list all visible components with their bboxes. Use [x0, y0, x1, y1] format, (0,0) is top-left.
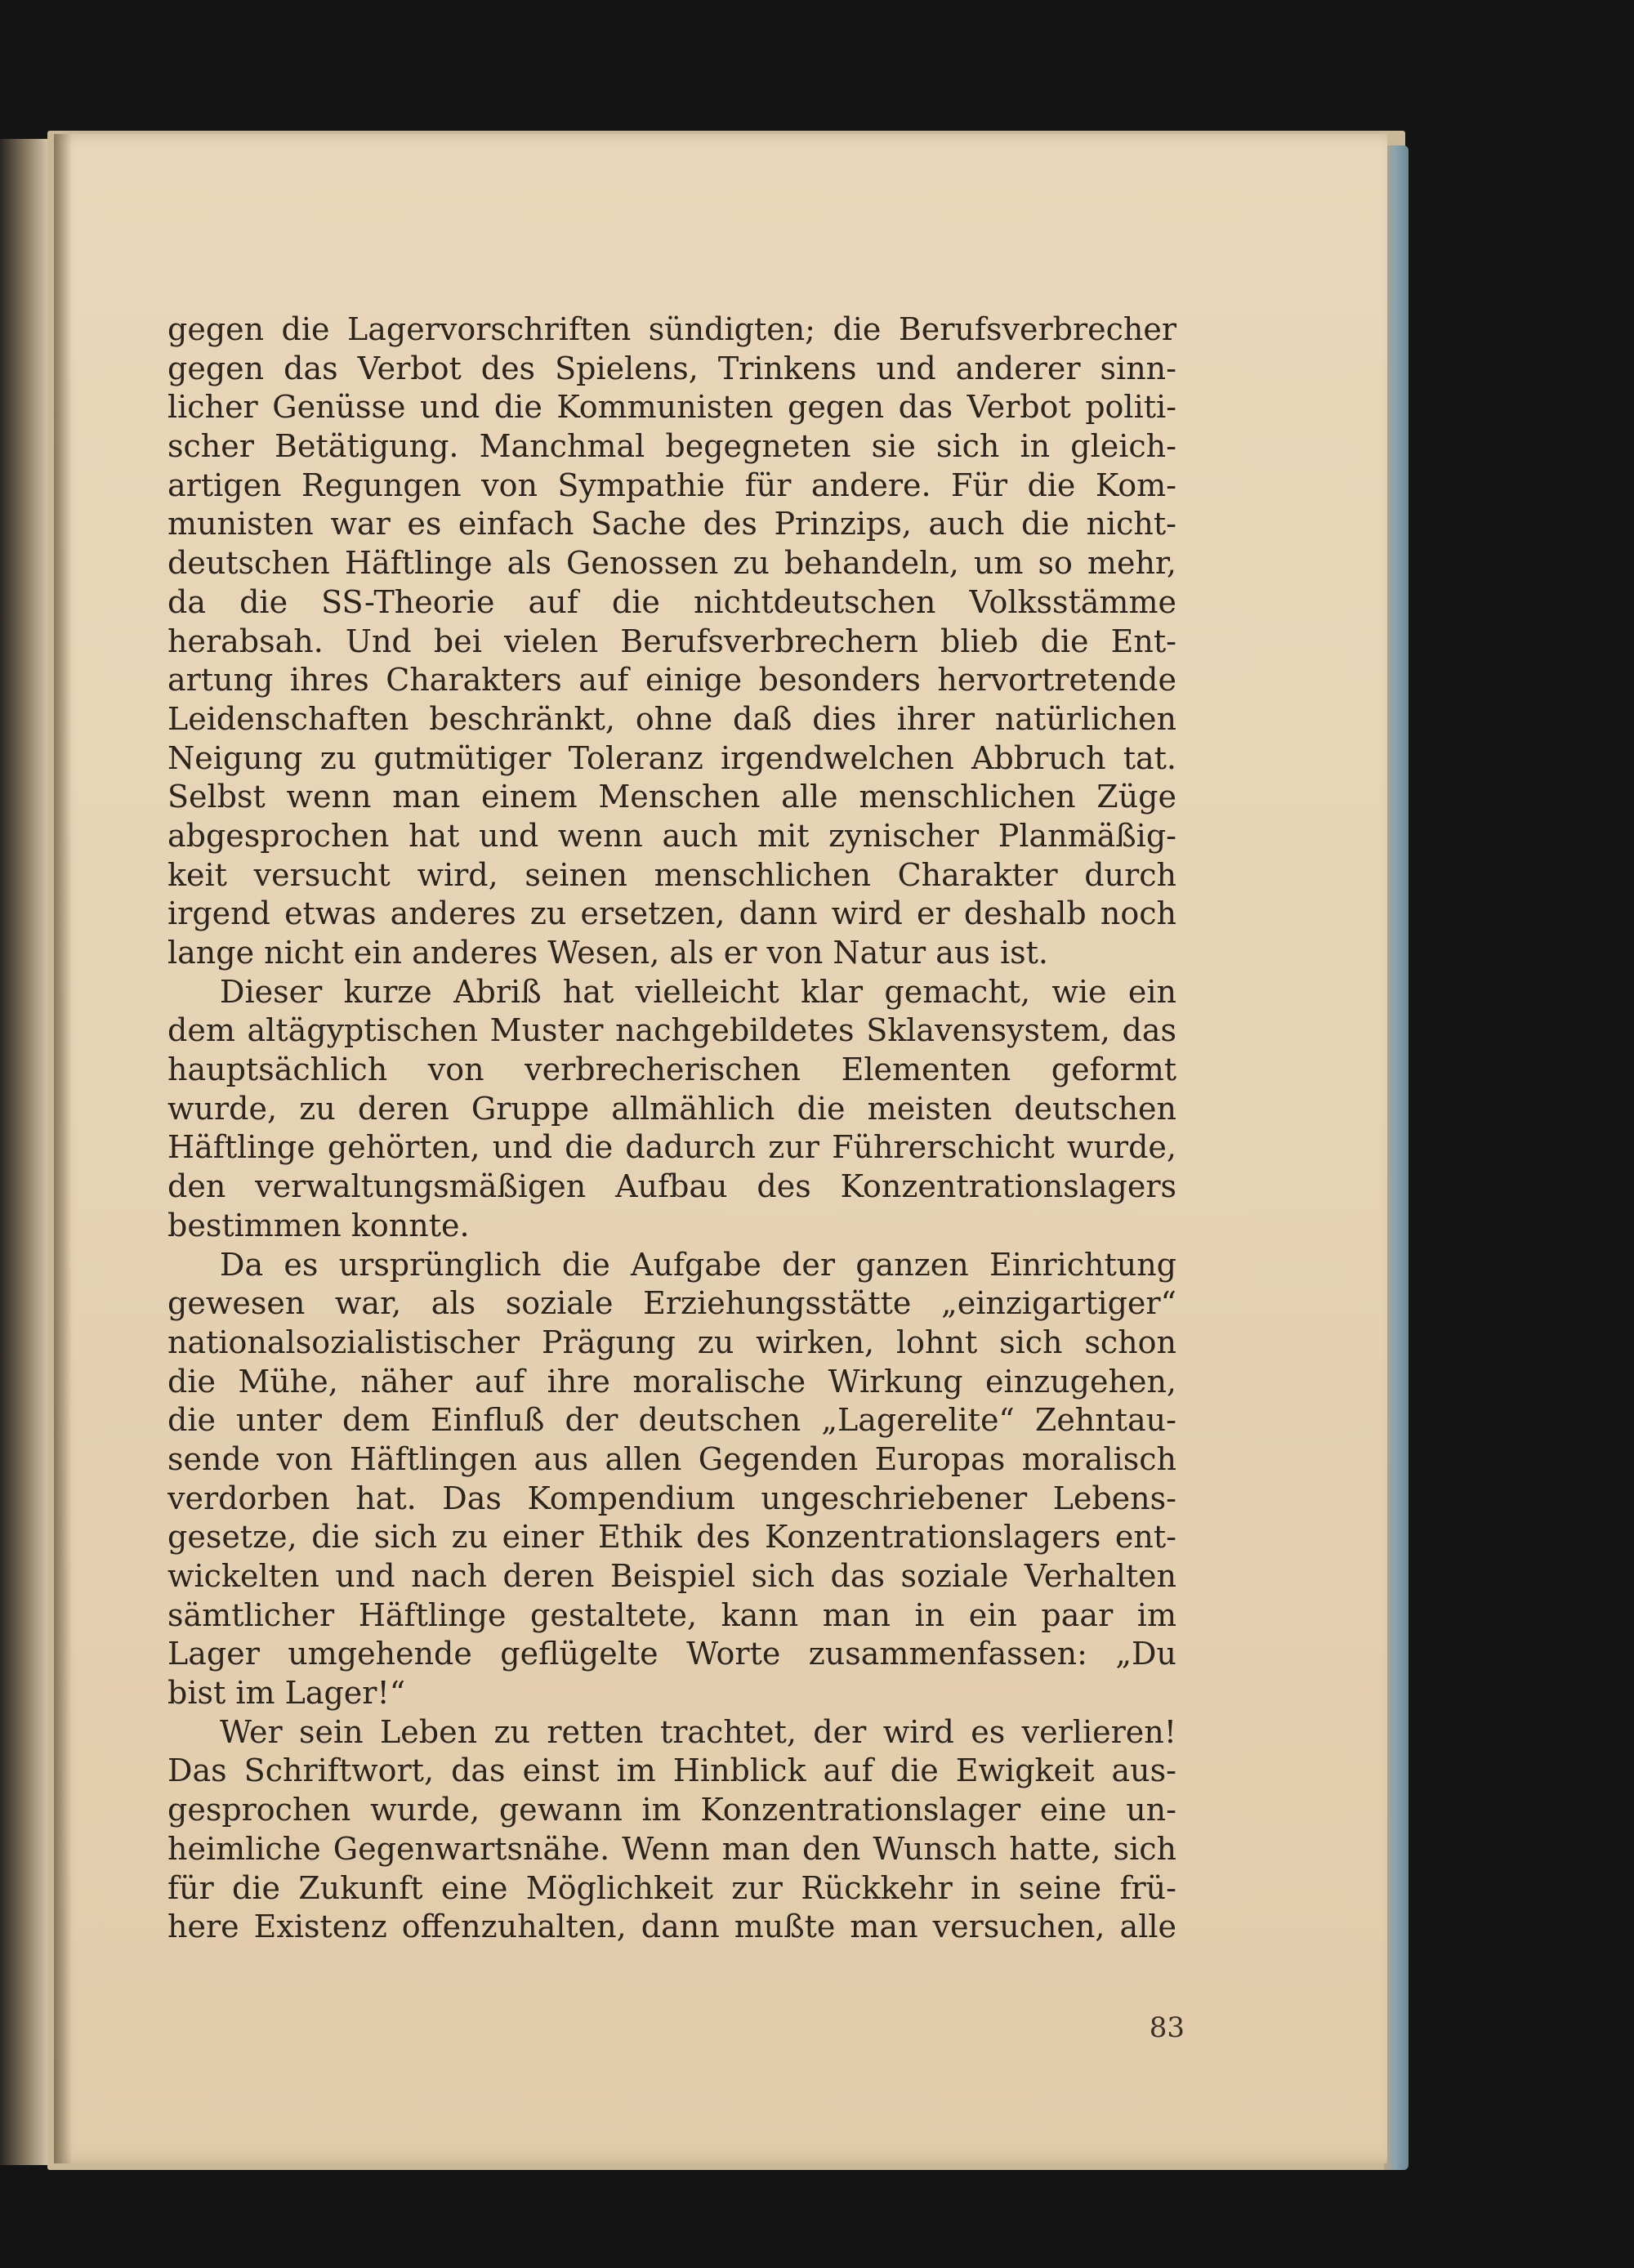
- text-line: Neigung zu gutmütiger Toleranz irgendwelchen Abbruch tat.: [167, 739, 1176, 776]
- text-line: sämtlicher Häftlinge gestaltete, kann man in ein paar im: [167, 1596, 1176, 1633]
- text-line: verdorben hat. Das Kompendium ungeschriebener Lebens-: [167, 1480, 1176, 1516]
- text-line: für die Zukunft eine Möglichkeit zur Rückkehr in seine frü-: [167, 1869, 1176, 1906]
- text-line: da die SS-Theorie auf die nichtdeutschen Volksstämme: [167, 583, 1176, 620]
- text-line: deutschen Häftlinge als Genossen zu behandeln, um so mehr,: [167, 545, 1176, 582]
- book-page-edge: [1384, 145, 1409, 2170]
- text-line: sende von Häftlingen aus allen Gegenden Europas moralisch: [167, 1440, 1176, 1477]
- page-number: 83: [1149, 2011, 1185, 2044]
- text-line: Wer sein Leben zu retten trachtet, der wird es verlieren!: [220, 1713, 1176, 1750]
- text-line: abgesprochen hat und wenn auch mit zynischer Planmäßig-: [167, 817, 1176, 854]
- text-line: gesprochen wurde, gewann im Konzentrationslager eine un-: [167, 1792, 1176, 1828]
- text-line: bestimmen konnte.: [167, 1207, 470, 1243]
- text-line: bist im Lager!“: [167, 1675, 406, 1712]
- text-line: nationalsozialistischer Prägung zu wirken, lohnt sich schon: [167, 1324, 1176, 1360]
- text-line: Selbst wenn man einem Menschen alle menschlichen Züge: [167, 779, 1176, 815]
- text-line: heimliche Gegenwartsnähe. Wenn man den Wunsch hatte, sich: [167, 1830, 1176, 1867]
- text-line: gewesen war, als soziale Erziehungsstätte „einzigartiger“: [167, 1285, 1176, 1322]
- page-gutter-shadow: [54, 134, 72, 2163]
- text-line: dem altägyptischen Muster nachgebildetes Sklavensystem, das: [167, 1012, 1176, 1049]
- body-text: [167, 310, 1176, 1947]
- text-line: scher Betätigung. Manchmal begegneten sie sich in gleich-: [167, 428, 1176, 465]
- text-line: wickelten und nach deren Beispiel sich das soziale Verhalten: [167, 1558, 1176, 1594]
- text-line: artung ihres Charakters auf einige besonders hervortretende: [167, 662, 1176, 699]
- previous-page-edge: [0, 139, 49, 2165]
- text-line: artigen Regungen von Sympathie für andere. Für die Kom-: [167, 467, 1176, 503]
- text-line: gegen das Verbot des Spielens, Trinkens und anderer sinn-: [167, 350, 1176, 386]
- text-line: Lager umgehende geflügelte Worte zusammenfassen: „Du: [167, 1636, 1176, 1672]
- text-line: die unter dem Einfluß der deutschen „Lagerelite“ Zehntau-: [167, 1402, 1176, 1439]
- text-line: den verwaltungsmäßigen Aufbau des Konzentrationslagers: [167, 1168, 1176, 1205]
- text-line: wurde, zu deren Gruppe allmählich die meisten deutschen: [167, 1090, 1176, 1127]
- text-line: munisten war es einfach Sache des Prinzips, auch die nicht-: [167, 506, 1176, 542]
- text-line: licher Genüsse und die Kommunisten gegen das Verbot politi-: [167, 389, 1176, 426]
- text-line: irgend etwas anderes zu ersetzen, dann wird er deshalb noch: [167, 895, 1176, 932]
- text-line: here Existenz offenzuhalten, dann mußte man versuchen, alle: [167, 1909, 1176, 1945]
- text-line: lange nicht ein anderes Wesen, als er von Natur aus ist.: [167, 935, 1048, 971]
- text-line: Da es ursprünglich die Aufgabe der ganzen Einrichtung: [220, 1246, 1176, 1283]
- text-line: herabsah. Und bei vielen Berufsverbrechern blieb die Ent-: [167, 623, 1176, 659]
- text-line: Dieser kurze Abriß hat vielleicht klar gemacht, wie ein: [220, 973, 1176, 1010]
- text-line: die Mühe, näher auf ihre moralische Wirkung einzugehen,: [167, 1363, 1176, 1400]
- text-line: gesetze, die sich zu einer Ethik des Konzentrationslagers ent-: [167, 1519, 1176, 1556]
- text-line: Häftlinge gehörten, und die dadurch zur Führerschicht wurde,: [167, 1129, 1176, 1166]
- text-line: keit versucht wird, seinen menschlichen Charakter durch: [167, 856, 1176, 893]
- text-line: hauptsächlich von verbrecherischen Elementen geformt: [167, 1051, 1176, 1088]
- text-line: Leidenschaften beschränkt, ohne daß dies ihrer natürlichen: [167, 700, 1176, 737]
- text-line: Das Schriftwort, das einst im Hinblick auf die Ewigkeit aus-: [167, 1752, 1176, 1789]
- text-line: gegen die Lagervorschriften sündigten; die Berufsverbrecher: [167, 311, 1176, 347]
